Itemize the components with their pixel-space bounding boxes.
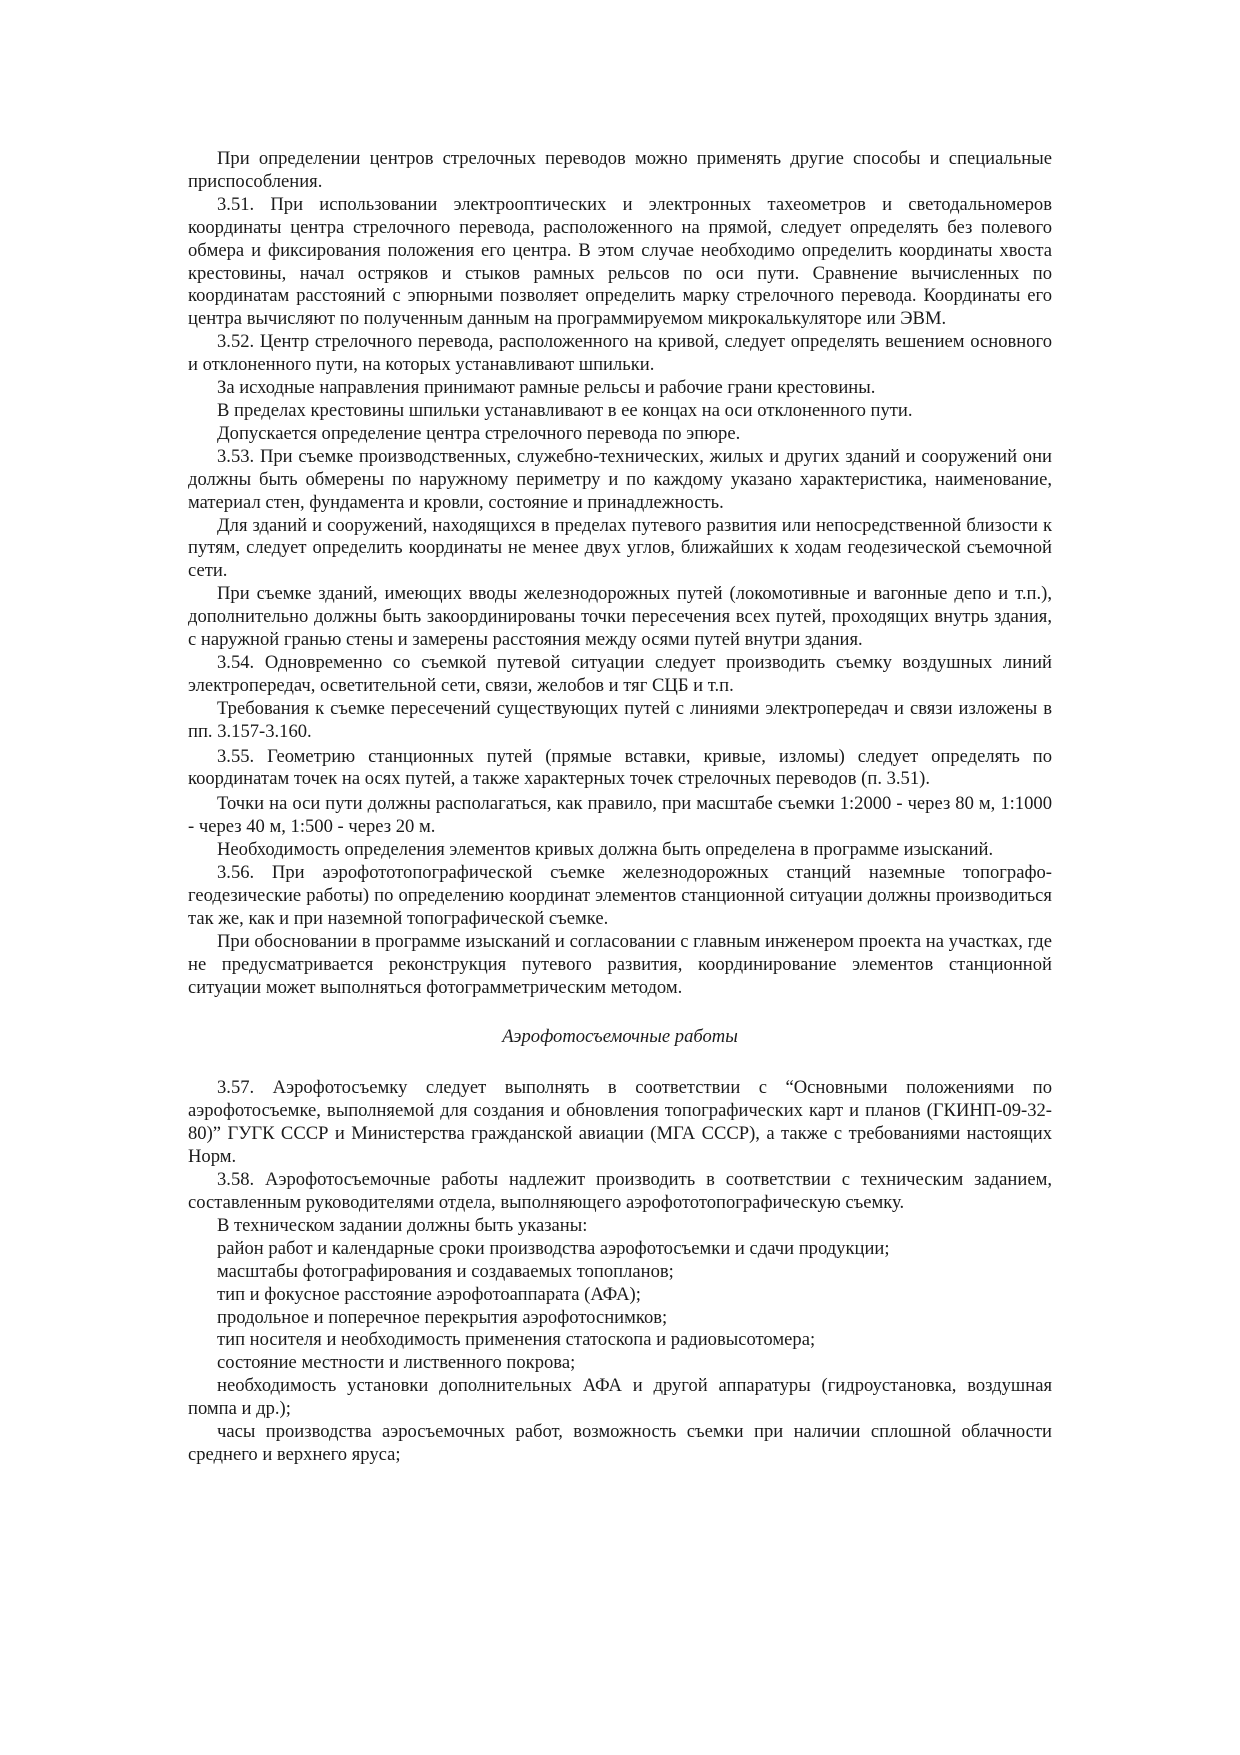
document-page (188, 148, 1052, 1467)
list-item-extra-equipment: необходимость установки дополнительных АФА и другой аппаратуры (гидроустановка, воздушная помпа и др.); (188, 1375, 1052, 1420)
list-item-hours: часы производства аэросъемочных работ, возможность съемки при наличии сплошной облачности среднего и верхнего яруса; (188, 1421, 1052, 1465)
paragraph-buildings-near-tracks: Для зданий и сооружений, находящихся в пределах путевого развития или непосредственной близости к путям, следует определить координаты не менее двух углов, ближайших к ходам геодезической съемочной сети. (188, 514, 1052, 582)
list-item-terrain: состояние местности и лиственного покрова; (217, 1352, 576, 1374)
paragraph-task-intro: В техническом задании должны быть указаны: (217, 1214, 588, 1236)
paragraph-3-56: 3.56. При аэрофототопографической съемке железнодорожных станций наземные топографо-геодезические работы) по определению координат элементов станционной ситуации должны производиться так же, как и при наземной топографической съемке. (188, 862, 1052, 929)
list-item-carrier: тип носителя и необходимость применения статоскопа и радиовысотомера; (217, 1329, 816, 1351)
paragraph-curve-elements: Необходимость определения элементов кривых должна быть определена в программе изысканий. (217, 839, 994, 861)
list-item-scales: масштабы фотографирования и создаваемых топопланов; (217, 1260, 674, 1282)
paragraph-crossing-pins: В пределах крестовины шпильки устанавливают в ее концах на оси отклоненного пути. (217, 399, 913, 421)
paragraph-buildings-with-tracks: При съемке зданий, имеющих вводы железнодорожных путей (локомотивные и вагонные депо и т.п.), дополнительно должны быть закоординированы точки пересечения всех путей, проходящих внутрь здания, с наружной гранью стены и замерены расстояния между осями путей внутри здания. (188, 583, 1052, 651)
paragraph-3-54: 3.54. Одновременно со съемкой путевой ситуации следует производить съемку воздушных линий электропередач, осветительной сети, связи, желобов и тяг СЦБ и т.п. (188, 651, 1052, 696)
paragraph-initial-directions: За исходные направления принимают рамные рельсы и рабочие грани крестовины. (217, 377, 876, 399)
paragraph-3-58: 3.58. Аэрофотосъемочные работы надлежит производить в соответствии с техническим заданием, составленным руководителями отдела, выполняющего аэрофототопографическую съемку. (188, 1169, 1052, 1213)
paragraph-3-55: 3.55. Геометрию станционных путей (прямые вставки, кривые, изломы) следует определять по координатам точек на осях путей, а также характерных точек стрелочных переводов (п. 3.51). (188, 745, 1052, 790)
paragraph-3-53: 3.53. При съемке производственных, служебно-технических, жилых и других зданий и сооружений они должны быть обмерены по наружному периметру и по каждому указано характеристика, наименование, материал стен, фундамента и кровли, состояние и принадлежность. (188, 445, 1052, 513)
paragraph-3-51: 3.51. При использовании электрооптических и электронных тахеометров и светодальномеров координаты центра стрелочного перевода, расположенного на прямой, следует определять без полевого обмера и фиксирования положения его центра. В этом случае необходимо определить координаты хвоста крестовины, начал остряков и стыков рамных рельсов по оси пути. Сравнение вычисленных по координатам расстояний с эпюрными позволяет определить марку стрелочного перевода. Координаты его центра вычисляют по полученным данным на программируемом микрокалькуляторе или ЭВМ. (188, 193, 1052, 330)
list-item-overlaps: продольное и поперечное перекрытия аэрофотоснимков; (217, 1306, 668, 1328)
paragraph-crossing-requirements: Требования к съемке пересечений существующих путей с линиями электропередач и связи изложены в пп. 3.157-3.160. (188, 697, 1052, 742)
paragraph-3-57: 3.57. Аэрофотосъемку следует выполнять в соответствии с “Основными положениями по аэрофотосъемке, выполняемой для создания и обновления топографических карт и планов (ГКИНП-09-32-80)” ГУГК СССР и Министерства гражданской авиации (МГА СССР), а также с требованиями настоящих Норм. (188, 1077, 1052, 1168)
paragraph-switch-centers-methods: При определении центров стрелочных переводов можно применять другие способы и специальные приспособления. (188, 148, 1052, 192)
list-item-area-and-deadlines: район работ и календарные сроки производства аэрофотосъемки и сдачи продукции; (217, 1237, 890, 1259)
paragraph-track-points: Точки на оси пути должны располагаться, как правило, при масштабе съемки 1:2000 - через 80 м, 1:1000 - через 40 м, 1:500 - через 20 м. (188, 793, 1052, 838)
paragraph-photogrammetric-method: При обосновании в программе изысканий и согласовании с главным инженером проекта на участках, где не предусматривается реконструкция путевого развития, координирование элементов станционной ситуации может выполняться фотограмметрическим методом. (188, 930, 1052, 998)
paragraph-epure-center: Допускается определение центра стрелочного перевода по эпюре. (217, 422, 741, 444)
list-item-camera-focal: тип и фокусное расстояние аэрофотоаппарата (АФА); (217, 1283, 641, 1305)
paragraph-3-52: 3.52. Центр стрелочного перевода, расположенного на кривой, следует определять вешением основного и отклоненного пути, на которых устанавливают шпильки. (188, 331, 1052, 376)
section-heading: Аэрофотосъемочные работы (502, 1025, 738, 1047)
